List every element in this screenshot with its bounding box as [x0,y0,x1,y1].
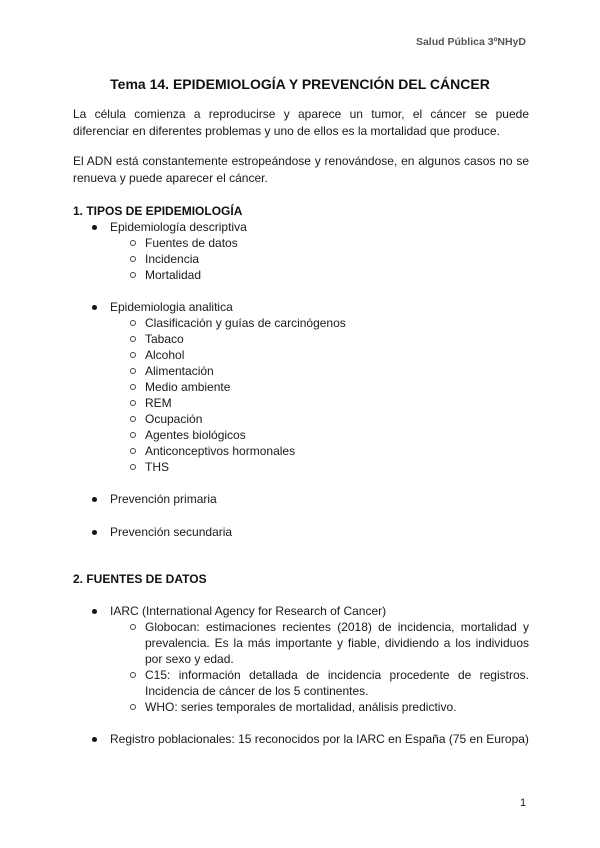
list-subitem: Tabaco [145,332,184,346]
list-item: Epidemiología descriptiva [110,220,247,234]
list-subitem: Globocan: estimaciones recientes (2018) de incidencia, mortalidad y prevalencia. Es la más importante y fiable, dividiendo a los individuos por sexo y edad. [145,620,529,666]
bullet-disc-icon [92,497,97,502]
bullet-circle-icon [130,240,136,246]
section-heading-tipos: 1. TIPOS DE EPIDEMIOLOGÍA [73,204,243,218]
bullet-circle-icon [130,272,136,278]
bullet-disc-icon [92,305,97,310]
list-subitem: Incidencia [145,252,200,266]
bullet-circle-icon [130,320,136,326]
bullet-circle-icon [130,416,136,422]
list-item: IARC (International Agency for Research of Cancer) [110,604,387,618]
list-subitem: C15: información detallada de incidencia procedente de registros. Incidencia de cáncer de los 5 continentes. [145,668,529,698]
bullet-disc-icon [92,530,97,535]
bullet-circle-icon [130,448,136,454]
bullet-disc-icon [92,737,97,742]
list-item: Prevención primaria [110,492,217,506]
list-subitem: THS [145,460,169,474]
bullet-circle-icon [130,400,136,406]
list-subitem: Agentes biológicos [145,428,246,442]
bullet-circle-icon [130,384,136,390]
bullet-disc-icon [92,225,97,230]
bullet-circle-icon [130,624,136,630]
page-number: 1 [520,797,527,809]
list-subitem: Alimentación [145,364,214,378]
intro-paragraph: La célula comienza a reproducirse y aparece un tumor, el cáncer se puede diferenciar en diferentes problemas y uno de ellos es la mortalidad que produce. [73,107,529,138]
intro-paragraph: El ADN está constantemente estropeándose y renovándose, en algunos casos no se renueva y puede aparecer el cáncer. [73,154,529,185]
list-subitem: Ocupación [145,412,203,426]
bullet-circle-icon [130,704,136,710]
bullet-circle-icon [130,352,136,358]
list-subitem: Anticonceptivos hormonales [145,444,296,458]
bullet-circle-icon [130,432,136,438]
bullet-circle-icon [130,672,136,678]
list-item: Epidemiologia analitica [110,300,233,314]
list-item: Prevención secundaria [110,525,233,539]
bullet-circle-icon [130,464,136,470]
bullet-disc-icon [92,609,97,614]
bullet-circle-icon [130,368,136,374]
list-subitem: WHO: series temporales de mortalidad, análisis predictivo. [145,700,457,714]
section-heading-fuentes: 2. FUENTES DE DATOS [73,572,207,586]
list-subitem: Alcohol [145,348,185,362]
page-title: Tema 14. EPIDEMIOLOGÍA Y PREVENCIÓN DEL CÁNCER [110,76,490,92]
list-subitem: REM [145,396,172,410]
bullet-circle-icon [130,256,136,262]
list-subitem: Mortalidad [145,268,202,282]
list-item: Registro poblacionales: 15 reconocidos por la IARC en España (75 en Europa) [110,732,529,746]
bullet-circle-icon [130,336,136,342]
list-subitem: Fuentes de datos [145,236,238,250]
list-subitem: Clasificación y guías de carcinógenos [145,316,346,330]
list-subitem: Medio ambiente [145,380,231,394]
document-header-course: Salud Pública 3ºNHyD [415,36,526,48]
